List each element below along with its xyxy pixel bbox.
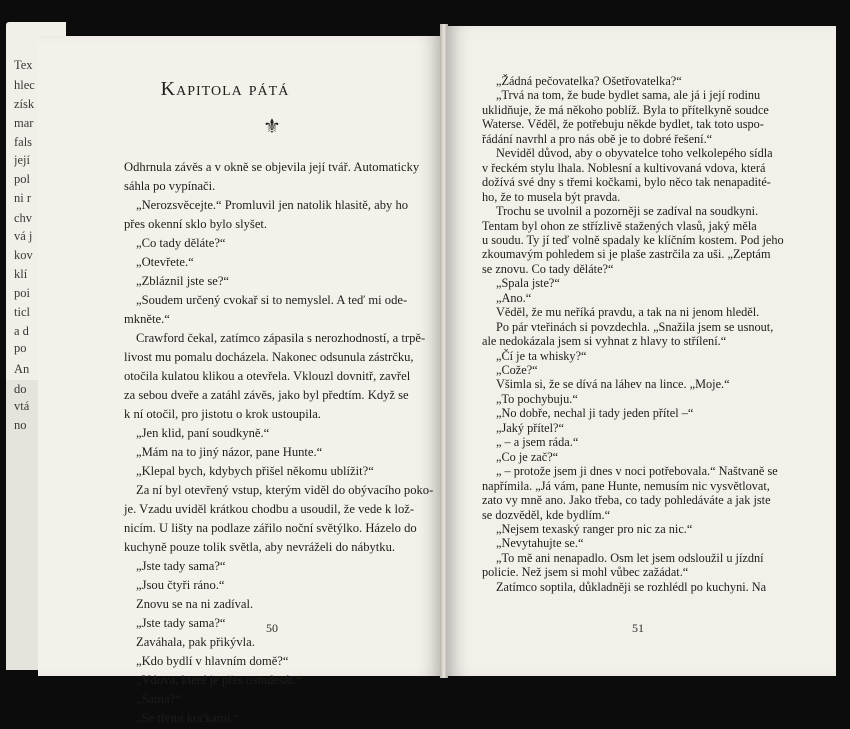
- underlying-text-fragment: kov: [14, 248, 33, 262]
- text-line: „ – protože jsem ji dnes v noci potřebovala.“ Naštvaně se: [496, 464, 778, 479]
- text-line: „Jaký přítel?“: [496, 420, 564, 435]
- text-line: dožívá své dny s třemi kočkami, bylo něco tak nenapadité-: [482, 175, 771, 190]
- text-line: „ – a jsem ráda.“: [496, 435, 579, 450]
- text-line: Znovu se na ni zadíval.: [136, 597, 254, 611]
- text-line: „Otevřete.“: [136, 255, 194, 269]
- text-line: Odhrnula závěs a v okně se objevila její tvář. Automaticky: [124, 160, 420, 174]
- text-line: k ní otočil, pro jistotu o krok ustoupila.: [124, 407, 321, 421]
- chapter-title: Kapitola pátá: [160, 78, 290, 100]
- text-line: se dozvěděl, kde bydlím.“: [482, 507, 611, 522]
- underlying-text-fragment: An: [14, 362, 30, 376]
- text-line: „Žádná pečovatelka? Ošetřovatelka?“: [496, 74, 682, 88]
- text-line: zato vy mně ano. Jako třeba, co tady pohledáváte a jak jste: [482, 493, 771, 508]
- underlying-text-fragment: vá j: [14, 229, 33, 243]
- text-line: „Klepal bych, kdybych přišel někomu ublížit?“: [136, 464, 374, 478]
- text-line: napřímila. „Já vám, pane Hunte, nemusím nic vysvětlovat,: [482, 478, 770, 493]
- text-line: Neviděl důvod, aby o obyvatelce toho velkolepého sídla: [496, 146, 773, 161]
- text-line: Věděl, že mu neříká pravdu, a tak na ni jenom hleděl.: [496, 305, 760, 320]
- text-line: u soudu. Ty jí teď volně spadaly ke klíčním kostem. Pod jeho: [482, 232, 784, 247]
- text-line: „Jste tady sama?“: [136, 616, 226, 630]
- text-line: v řeckém stylu lhala. Noblesní a kultivovaná vdova, která: [482, 160, 766, 175]
- text-line: Tentam byl ohon ze střízlivě stažených vlasů, jaký měla: [482, 218, 757, 233]
- text-line: je. Vzadu uviděl krátkou chodbu a usoudil, že vede k lož-: [124, 502, 415, 516]
- text-line: Zaváhala, pak přikývla.: [136, 635, 255, 649]
- underlying-text-fragment: a d: [14, 324, 29, 338]
- page-number-left: 50: [266, 621, 278, 635]
- underlying-text-fragment: fals: [14, 135, 33, 149]
- text-line: „Nevytahujte se.“: [496, 536, 584, 551]
- text-line: „Kdo bydlí v hlavním domě?“: [136, 654, 289, 668]
- underlying-text-fragment: získ: [14, 97, 35, 111]
- underlying-text-fragment: vtá: [14, 399, 30, 413]
- underlying-text-fragment: pol: [14, 172, 30, 186]
- text-line: řádání navrhl a pro nás obě je to dobré řešení.“: [482, 131, 713, 146]
- text-line: uklidňuje, že má někoho poblíž. Byla to přítelkyně soudce: [482, 102, 769, 117]
- text-line: „Sama?“: [136, 692, 181, 706]
- text-line: „Soudem určený cvokař si to nemyslel. A teď mi ode-: [136, 293, 408, 307]
- underlying-text-fragment: po: [14, 341, 27, 355]
- text-line: policie. Než jsem si mohl vůbec zažádat.“: [482, 565, 689, 580]
- text-line: „Zbláznil jste se?“: [136, 274, 230, 288]
- text-line: kuchyně pouze tolik světla, aby nevráželi do nábytku.: [124, 540, 396, 554]
- underlying-text-fragment: ni r: [14, 191, 32, 205]
- text-line: „To pochybuju.“: [496, 391, 578, 406]
- text-line: „Vdova, které je přes osmdesát.“: [136, 673, 302, 687]
- text-line: „Trvá na tom, že bude bydlet sama, ale já i její rodinu: [496, 88, 761, 103]
- text-line: „Mám na to jiný názor, pane Hunte.“: [136, 445, 323, 459]
- text-line: Waterse. Věděl, že potřebuju někde bydlet, tak toto uspo-: [482, 117, 764, 132]
- underlying-text-fragment: Tex: [14, 58, 33, 72]
- underlying-text-fragment: no: [14, 418, 27, 432]
- text-line: otočila kulatou klikou a otevřela. Vklouzl dovnitř, zavřel: [124, 369, 411, 383]
- text-line: Za ní byl otevřený vstup, kterým viděl do obývacího poko-: [136, 483, 434, 497]
- text-line: „Nejsem texaský ranger pro nic za nic.“: [496, 521, 693, 536]
- text-line: „Co tady děláte?“: [136, 236, 226, 250]
- text-line: nicím. U lišty na podlaze zářilo noční světýlko. Házelo do: [124, 521, 417, 535]
- underlying-text-fragment: klí: [14, 267, 28, 281]
- text-line: mkněte.“: [124, 312, 170, 326]
- text-line: „Cože?“: [496, 363, 538, 377]
- text-line: ale nedokázala jsem si vyhnat z hlavy to střílení.“: [482, 334, 727, 349]
- text-line: „Ano.“: [496, 290, 532, 305]
- text-line: livost mu pomalu docházela. Nakonec odsunula zástrčku,: [124, 350, 414, 364]
- text-line: zkoumavým pohledem si je plaše zastrčila za uši. „Zeptám: [482, 247, 771, 262]
- underlying-text-fragment: chv: [14, 211, 33, 225]
- text-line: „Jsou čtyři ráno.“: [136, 578, 225, 592]
- underlying-text-fragment: ticl: [14, 305, 30, 319]
- text-line: přes okenní sklo bylo slyšet.: [124, 217, 268, 231]
- underlying-text-fragment: hlec: [14, 78, 35, 92]
- underlying-text-fragment: poi: [14, 286, 30, 300]
- text-line: „Čí je ta whisky?“: [496, 348, 587, 363]
- text-line: „Nerozsvěcejte.“ Promluvil jen natolik hlasitě, aby ho: [136, 198, 409, 212]
- text-line: „Jen klid, paní soudkyně.“: [136, 426, 270, 440]
- text-line: se znovu. Co tady děláte?“: [482, 261, 614, 276]
- underlying-text-fragment: její: [14, 153, 30, 167]
- text-line: „Co je zač?“: [496, 449, 559, 464]
- text-line: Trochu se uvolnil a pozorněji se zadíval na soudkyni.: [496, 204, 759, 219]
- text-line: sáhla po vypínači.: [124, 179, 216, 193]
- text-line: Po pár vteřinách si povzdechla. „Snažila jsem se usnout,: [496, 319, 774, 334]
- text-line: za sebou dveře a zatáhl závěs, jako byl předtím. Když se: [124, 388, 409, 402]
- fleur-de-lis-ornament: ⚜: [263, 116, 281, 138]
- text-line: „Jste tady sama?“: [136, 559, 226, 573]
- text-line: Zatímco soptila, důkladněji se rozhlédl po kuchyni. Na: [496, 579, 767, 594]
- text-line: ho, že to musela být pravda.: [482, 189, 621, 204]
- text-line: „Se třemi kočkami.“: [136, 711, 240, 725]
- text-line: Všimla si, že se dívá na láhev na lince. „Moje.“: [496, 377, 730, 392]
- text-line: Crawford čekal, zatímco zápasila s nerozhodností, a trpě-: [136, 331, 426, 345]
- text-line: „To mě ani nenapadlo. Osm let jsem odsloužil u jízdní: [496, 550, 764, 565]
- page-number-right: 51: [632, 621, 644, 635]
- underlying-text-fragment: do: [14, 382, 27, 396]
- text-line: „No dobře, nechal ji tady jeden přítel –“: [496, 406, 694, 421]
- underlying-text-fragment: mar: [14, 116, 34, 130]
- text-line: „Spala jste?“: [496, 276, 560, 291]
